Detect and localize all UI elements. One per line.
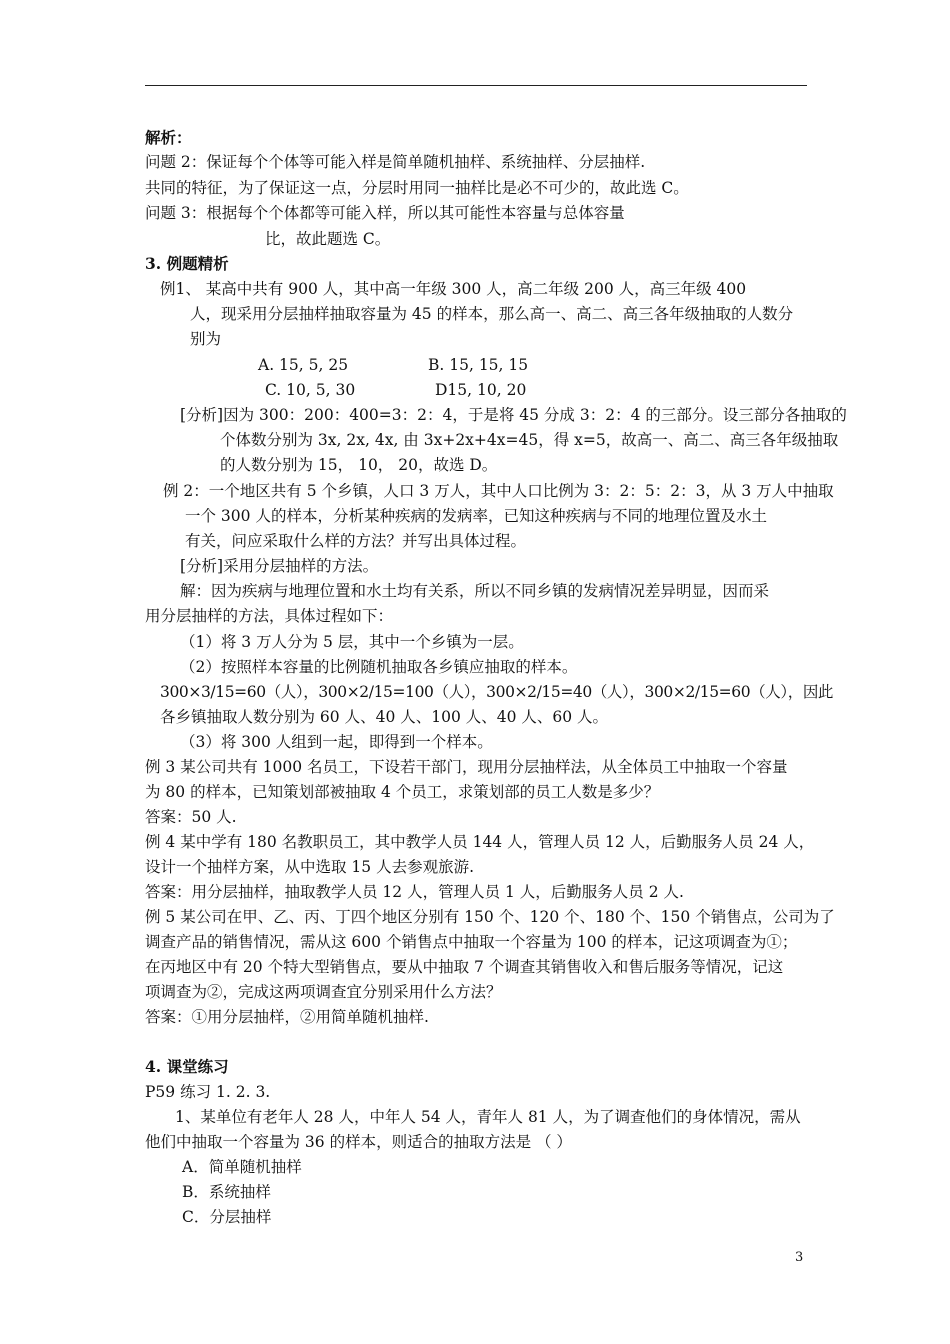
section-heading-practice: 4. 课堂练习 [145,1057,229,1076]
analysis-line: 的人数分别为 15， 10， 20，故选 D。 [220,456,498,474]
solution-line: 用分层抽样的方法，具体过程如下： [145,607,394,625]
example-4-line: 设计一个抽样方案，从中选取 15 人去参观旅游. [145,858,475,876]
option-c: C. 10, 5, 30 [265,381,356,399]
question-1-line: 他们中抽取一个容量为 36 的样本，则适合的抽取方法是 （ ） [145,1133,572,1151]
example-2-line: 一个 300 人的样本，分析某种疾病的发病率，已知这种疾病与不同的地理位置及水土 [185,507,767,525]
section-heading-analysis: 解析： [145,128,192,147]
text-line: 比，故此题选 C。 [265,230,391,248]
text-line: 问题 3：根据每个个体都等可能入样，所以其可能性本容量与总体容量 [145,204,625,222]
header-rule [145,85,807,86]
example-5-line: 调查产品的销售情况，需从这 600 个销售点中抽取一个容量为 100 的样本，记这项调查为①； [145,933,798,951]
analysis-line: [分析]采用分层抽样的方法。 [180,557,379,575]
example-1-line: 人，现采用分层抽样抽取容量为 45 的样本，那么高一、高二、高三各年级抽取的人数分 [190,305,794,323]
question-1-line: 1、某单位有老年人 28 人，中年人 54 人，青年人 81 人，为了调查他们的身体情况，需从 [175,1108,801,1126]
calculation-line: 300×3/15=60（人），300×2/15=100（人），300×2/15=40（人），300×2/15=60（人），因此 [160,683,834,701]
option-a: A. 15, 5, 25 [258,356,349,374]
solution-step-1: （1）将 3 万人分为 5 层，其中一个乡镇为一层。 [180,633,524,651]
practice-reference: P59 练习 1. 2. 3. [145,1083,271,1101]
analysis-line: 个体数分别为 3x, 2x, 4x, 由 3x+2x+4x=45，得 x=5，故高一、高二、高三各年级抽取 [220,431,839,449]
example-5-line: 例 5 某公司在甲、乙、丙、丁四个地区分别有 150 个、120 个、180 个、150 个销售点，公司为了 [145,908,835,926]
solution-line: 解：因为疾病与地理位置和水土均有关系，所以不同乡镇的发病情况差异明显，因而采 [180,582,770,600]
answer-line: 答案：①用分层抽样，②用简单随机抽样. [145,1008,429,1026]
answer-line: 答案：50 人. [145,808,237,826]
text-line: 问题 2：保证每个个体等可能入样是简单随机抽样、系统抽样、分层抽样. [145,153,646,171]
example-4-line: 例 4 某中学有 180 名教职员工，其中教学人员 144 人，管理人员 12 人，后勤服务人员 24 人， [145,833,815,851]
solution-step-3: （3）将 300 人组到一起，即得到一个样本。 [180,733,493,751]
example-2-line: 有关，问应采取什么样的方法？并写出具体过程。 [185,532,527,550]
section-heading-examples: 3. 例题精析 [145,254,229,273]
example-2-line: 例 2：一个地区共有 5 个乡镇，人口 3 万人，其中人口比例为 3：2：5：2：3，从 3 万人中抽取 [163,482,834,500]
page-number: 3 [795,1250,804,1265]
example-1-line: 例1、 某高中共有 900 人，其中高一年级 300 人，高二年级 200 人，高三年级 400 [160,280,747,298]
example-5-line: 项调查为②，完成这两项调查宜分别采用什么方法？ [145,983,502,1001]
question-option-c: C．分层抽样 [182,1208,272,1226]
example-1-line: 别为 [190,330,222,348]
analysis-line: [分析]因为 300：200：400=3：2：4，于是将 45 分成 3：2：4 的三部分。设三部分各抽取的 [180,406,847,424]
calculation-line: 各乡镇抽取人数分别为 60 人、40 人、100 人、40 人、60 人。 [160,708,609,726]
question-option-b: B．系统抽样 [182,1183,271,1201]
option-b: B. 15, 15, 15 [428,356,529,374]
example-3-line: 为 80 的样本，已知策划部被抽取 4 个员工，求策划部的员工人数是多少？ [145,783,660,801]
example-5-line: 在丙地区中有 20 个特大型销售点，要从中抽取 7 个调查其销售收入和售后服务等情况，记这 [145,958,784,976]
example-3-line: 例 3 某公司共有 1000 名员工，下设若干部门，现用分层抽样法，从全体员工中抽取一个容量 [145,758,788,776]
solution-step-2: （2）按照样本容量的比例随机抽取各乡镇应抽取的样本。 [180,658,578,676]
text-line: 共同的特征，为了保证这一点，分层时用同一抽样比是必不可少的，故此选 C。 [145,179,689,197]
answer-line: 答案：用分层抽样，抽取教学人员 12 人，管理人员 1 人，后勤服务人员 2 人. [145,883,684,901]
option-d: D15, 10, 20 [435,381,527,399]
question-option-a: A．简单随机抽样 [182,1158,302,1176]
